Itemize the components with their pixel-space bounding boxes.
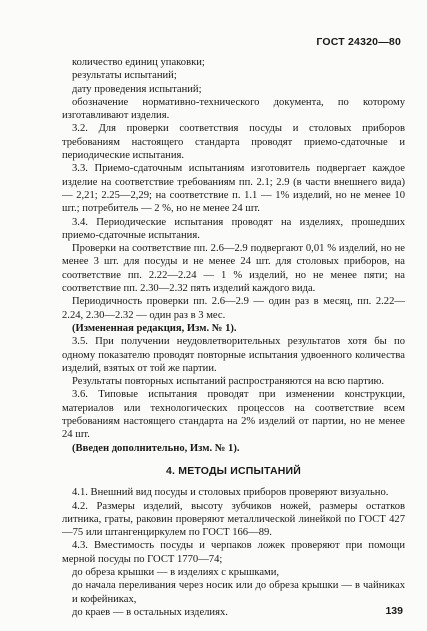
paragraph: Проверки на соответствие пп. 2.6—2.9 подвергают 0,01 % изделий, но не менее 3 шт. для посуды и не менее 24 шт. для столовых приборов, на соответствие пп. 2.22—2.24 — 1 % изделий, но не менее пяти; на соответствие пп. 2.30—2.32 пять изделий каждого вида. — [62, 243, 405, 295]
document-body — [62, 56, 405, 619]
page-number: 139 — [385, 605, 403, 617]
clause-4-2: 4.2. Размеры изделий, высоту зубчиков ножей, размеры остатков литника, граты, раковин проверяют металлической линейкой по ГОСТ 427—75 или штангенциркулем по ГОСТ 166—89. — [62, 500, 405, 539]
paragraph: Периодичность проверки пп. 2.6—2.9 — один раз в месяц, пп. 2.22—2.24, 2.30—2.32 — один раз в 3 мес. — [62, 296, 405, 321]
list-item: результаты испытаний; — [72, 70, 177, 82]
clause-3-4: 3.4. Периодические испытания проводят на изделиях, прошедших приемо-сдаточные испытания. — [62, 216, 405, 241]
list-item: до начала переливания через носик или до обреза крышки — в чайниках и кофейниках, — [72, 580, 405, 605]
list-item: до краев — в остальных изделиях. — [72, 606, 228, 618]
clause-3-3: 3.3. Приемо-сдаточным испытаниям изготовитель подвергает каждое изделие на соответствие требованиям пп. 2.1; 2.9 (в части внешнего вида) — 2,21; 2.25—2,29; на соответствие п. 1.1 — 1% изделий, но не менее 10 шт.; потребитель — 2 %, но не менее 24 шт. — [62, 163, 405, 215]
clause-3-5: 3.5. При получении неудовлетворительных результатов хотя бы по одному показателю проводят повторные испытания удвоенного количества изделий, взятых от той же партии. — [62, 336, 405, 374]
amendment-note: (Измененная редакция, Изм. № 1). — [72, 322, 237, 334]
list-item: до обреза крышки — в изделиях с крышками, — [72, 566, 280, 578]
list-item: количество единиц упаковки; — [72, 57, 205, 68]
clause-3-2: 3.2. Для проверки соответствия посуды и столовых приборов требованиям настоящего стандарта проводят приемо-сдаточные и периодические испытания. — [62, 123, 405, 162]
clause-4-3: 4.3. Вместимость посуды и черпаков ложек проверяют при помощи мерной посуды по ГОСТ 1770—74; — [62, 540, 405, 565]
list-item: дату проведения испытаний; — [72, 83, 202, 95]
clause-3-6: 3.6. Типовые испытания проводят при изменении конструкции, материалов или технологических процессов на соответствие всем требованиям настоящего стандарта на 2% изделий от партии, но не менее 24 шт. — [62, 389, 405, 441]
amendment-note: (Введен дополнительно, Изм. № 1). — [72, 442, 240, 454]
section-heading: 4. МЕТОДЫ ИСПЫТАНИЙ — [165, 464, 302, 477]
paragraph: Результаты повторных испытаний распространяются на всю партию. — [72, 376, 385, 388]
paragraph: обозначение нормативно-технического документа, по которому изготавливают изделия. — [62, 96, 405, 122]
clause-4-1: 4.1. Внешний вид посуды и столовых приборов проверяют визуально. — [72, 487, 389, 499]
document-code-header: ГОСТ 24320—80 — [316, 36, 401, 48]
